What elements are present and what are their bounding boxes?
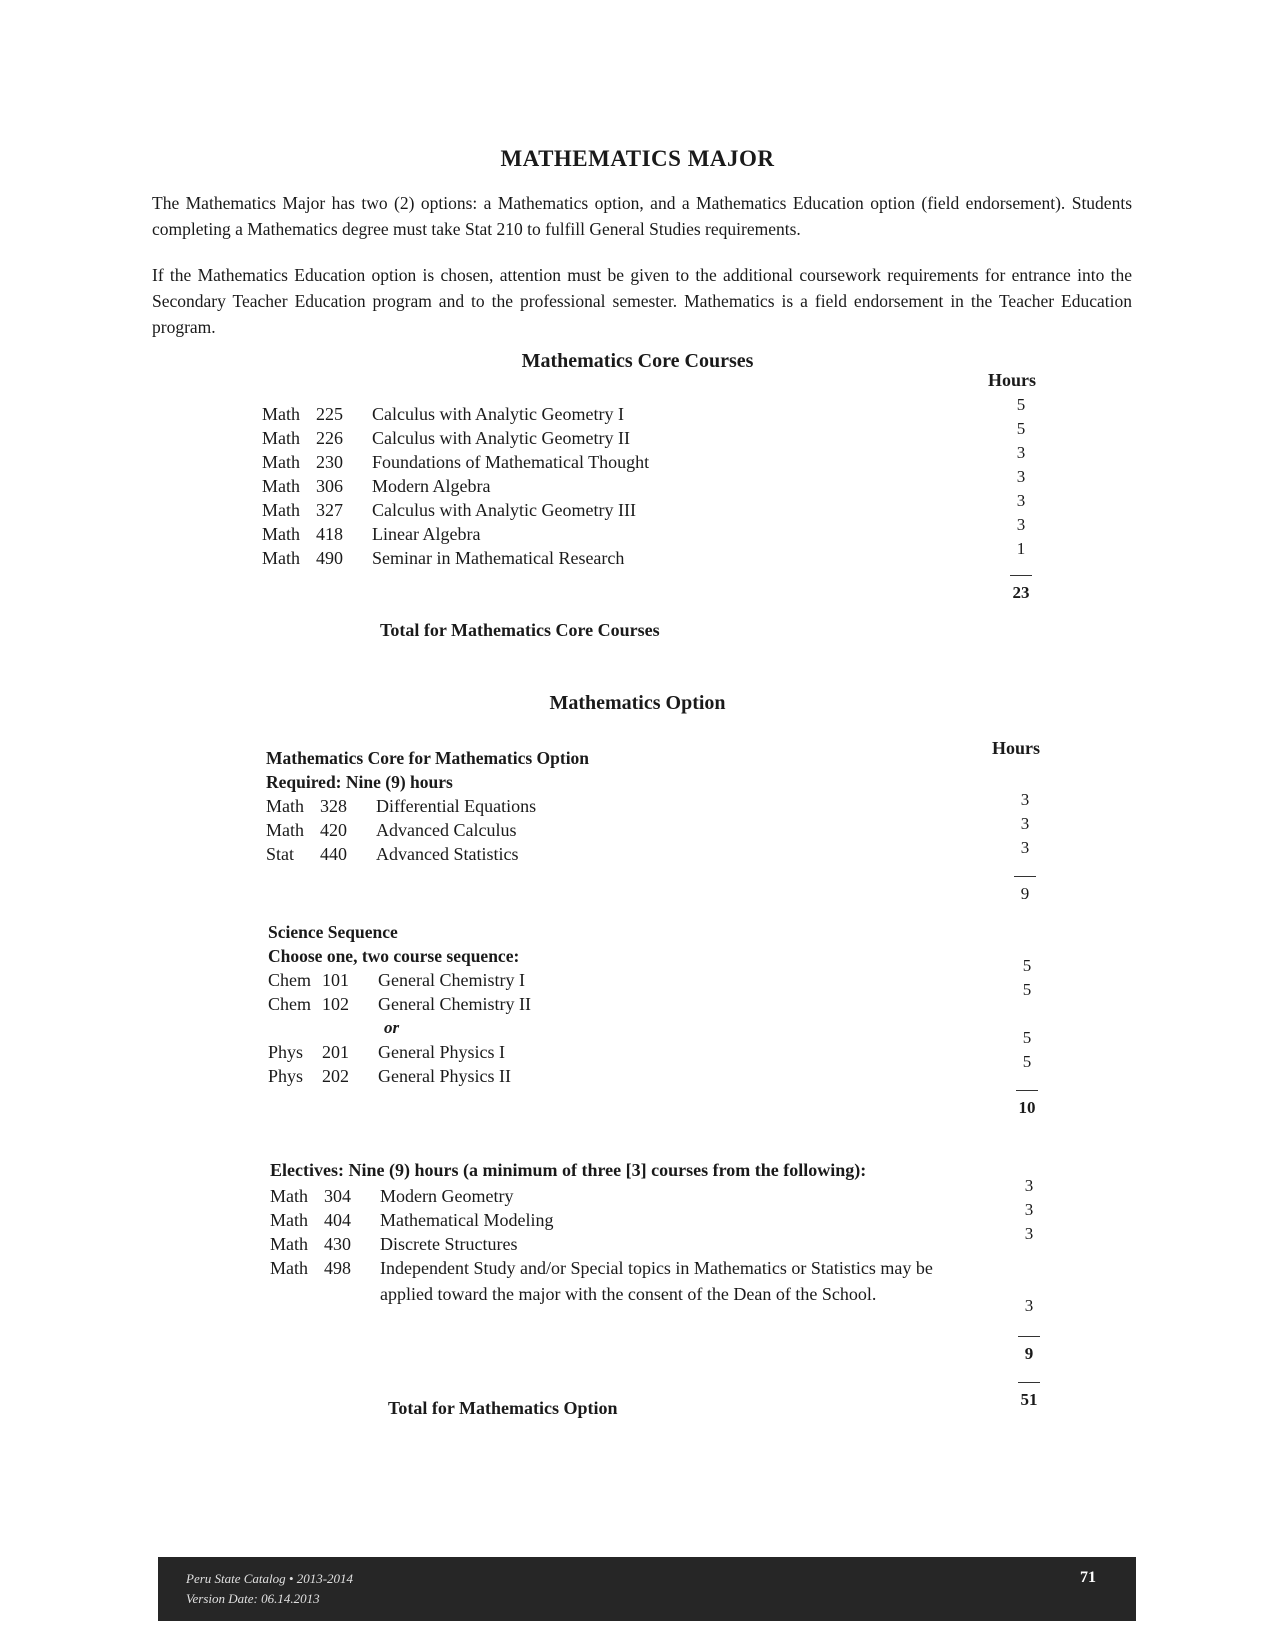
course-dept: Phys	[268, 1066, 304, 1086]
science-subtotal: 10	[1018, 1098, 1036, 1117]
or-label: or	[384, 1018, 400, 1037]
course-hours: 5	[1016, 419, 1026, 438]
course-number: 418	[316, 524, 343, 544]
electives-heading: Electives: Nine (9) hours (a minimum of three [3] courses from the following):	[270, 1160, 867, 1180]
course-hours: 3	[1016, 491, 1026, 510]
course-name: Modern Geometry	[380, 1186, 514, 1206]
course-hours: 5	[1022, 1052, 1032, 1071]
course-hours: 3	[1024, 1296, 1034, 1315]
option-total-label: Total for Mathematics Option	[388, 1398, 618, 1418]
core-total-hours: 23	[1012, 583, 1030, 602]
course-hours: 3	[1024, 1224, 1034, 1243]
course-hours: 3	[1020, 838, 1030, 857]
course-hours: 5	[1022, 980, 1032, 999]
course-number: 230	[316, 452, 343, 472]
course-dept: Math	[262, 476, 300, 496]
course-number: 304	[324, 1186, 351, 1206]
course-dept: Math	[270, 1210, 308, 1230]
course-hours: 3	[1024, 1200, 1034, 1219]
course-number: 101	[322, 970, 349, 990]
course-name: Advanced Statistics	[376, 844, 519, 864]
course-name: Calculus with Analytic Geometry II	[372, 428, 630, 448]
course-hours: 3	[1020, 790, 1030, 809]
course-hours: 5	[1022, 1028, 1032, 1047]
option-core-subtotal: 9	[1020, 884, 1030, 903]
course-name: General Chemistry I	[378, 970, 525, 990]
option-total-hours: 51	[1020, 1390, 1038, 1409]
intro-paragraph-2: If the Mathematics Education option is chosen, attention must be given to the additional coursework requirements for entrance into the Secondary Teacher Education program and to the professional semester. Mathematics is a field endorsement in the Teacher Education program.	[152, 265, 1132, 337]
course-name: Linear Algebra	[372, 524, 481, 544]
option-core-heading: Mathematics Core for Mathematics Option	[266, 748, 590, 768]
course-hours: 3	[1016, 467, 1026, 486]
core-hours-header: Hours	[988, 370, 1037, 390]
course-name: Differential Equations	[376, 796, 537, 816]
page-title: MATHEMATICS MAJOR	[500, 146, 775, 171]
science-choose: Choose one, two course sequence:	[268, 946, 520, 966]
course-dept: Math	[262, 500, 300, 520]
course-number: 225	[316, 404, 343, 424]
course-number: 327	[316, 500, 343, 520]
course-number: 440	[320, 844, 347, 864]
course-number: 226	[316, 428, 343, 448]
option-heading: Mathematics Option	[549, 692, 726, 714]
course-dept: Math	[262, 404, 300, 424]
course-hours: 5	[1016, 395, 1026, 414]
course-hours: 3	[1020, 814, 1030, 833]
option-hours-header: Hours	[992, 738, 1041, 758]
course-number: 420	[320, 820, 347, 840]
course-hours: 3	[1016, 515, 1026, 534]
course-hours: 3	[1024, 1176, 1034, 1195]
course-number: 490	[316, 548, 343, 568]
course-dept: Math	[266, 820, 304, 840]
course-hours: 3	[1016, 443, 1026, 462]
course-name: General Physics II	[378, 1066, 511, 1086]
page-number: 71	[1080, 1569, 1096, 1586]
science-heading: Science Sequence	[268, 922, 398, 942]
course-dept: Math	[262, 548, 300, 568]
course-name: Calculus with Analytic Geometry III	[372, 500, 636, 520]
course-name: Modern Algebra	[372, 476, 491, 496]
course-number: 102	[322, 994, 349, 1014]
course-number: 201	[322, 1042, 349, 1062]
course-name: Advanced Calculus	[376, 820, 517, 840]
course-name: Seminar in Mathematical Research	[372, 548, 625, 568]
course-dept: Phys	[268, 1042, 304, 1062]
course-number: 202	[322, 1066, 349, 1086]
catalog-title: Peru State Catalog • 2013-2014	[186, 1571, 354, 1586]
course-name: Mathematical Modeling	[380, 1210, 554, 1230]
page-footer	[158, 1557, 1136, 1621]
course-name: Independent Study and/or Special topics in Mathematics or Statistics may be applied toward the major with the consent of the Dean of the School.	[380, 1258, 933, 1304]
course-dept: Chem	[268, 994, 311, 1014]
course-name: General Chemistry II	[378, 994, 531, 1014]
course-hours: 1	[1016, 539, 1026, 558]
course-number: 328	[320, 796, 347, 816]
course-dept: Math	[270, 1186, 308, 1206]
electives-subtotal: 9	[1024, 1344, 1034, 1363]
course-hours: 5	[1022, 956, 1032, 975]
core-total-label: Total for Mathematics Core Courses	[380, 620, 660, 640]
course-name: Discrete Structures	[380, 1234, 518, 1254]
total-rule	[1018, 1382, 1040, 1383]
course-dept: Chem	[268, 970, 311, 990]
subtotal-rule	[1018, 1336, 1040, 1337]
core-courses-heading: Mathematics Core Courses	[521, 350, 754, 372]
total-rule	[1010, 575, 1032, 576]
course-dept: Math	[262, 524, 300, 544]
subtotal-rule	[1016, 1090, 1038, 1091]
course-number: 306	[316, 476, 343, 496]
course-dept: Math	[266, 796, 304, 816]
option-core-required: Required: Nine (9) hours	[266, 772, 453, 792]
version-date: Version Date: 06.14.2013	[186, 1591, 320, 1606]
course-number: 404	[324, 1210, 351, 1230]
course-name: Calculus with Analytic Geometry I	[372, 404, 624, 424]
course-name: General Physics I	[378, 1042, 505, 1062]
course-number: 498	[324, 1258, 351, 1278]
course-dept: Math	[270, 1234, 308, 1254]
intro-paragraph-1: The Mathematics Major has two (2) options: a Mathematics option, and a Mathematics Education option (field endorsement). Students completing a Mathematics degree must take Stat 210 to fulfill General Studies requirements.	[152, 193, 1132, 239]
course-name: Foundations of Mathematical Thought	[372, 452, 650, 472]
course-number: 430	[324, 1234, 351, 1254]
course-dept: Math	[270, 1258, 308, 1278]
course-dept: Stat	[266, 844, 295, 864]
course-dept: Math	[262, 452, 300, 472]
subtotal-rule	[1014, 876, 1036, 877]
course-dept: Math	[262, 428, 300, 448]
